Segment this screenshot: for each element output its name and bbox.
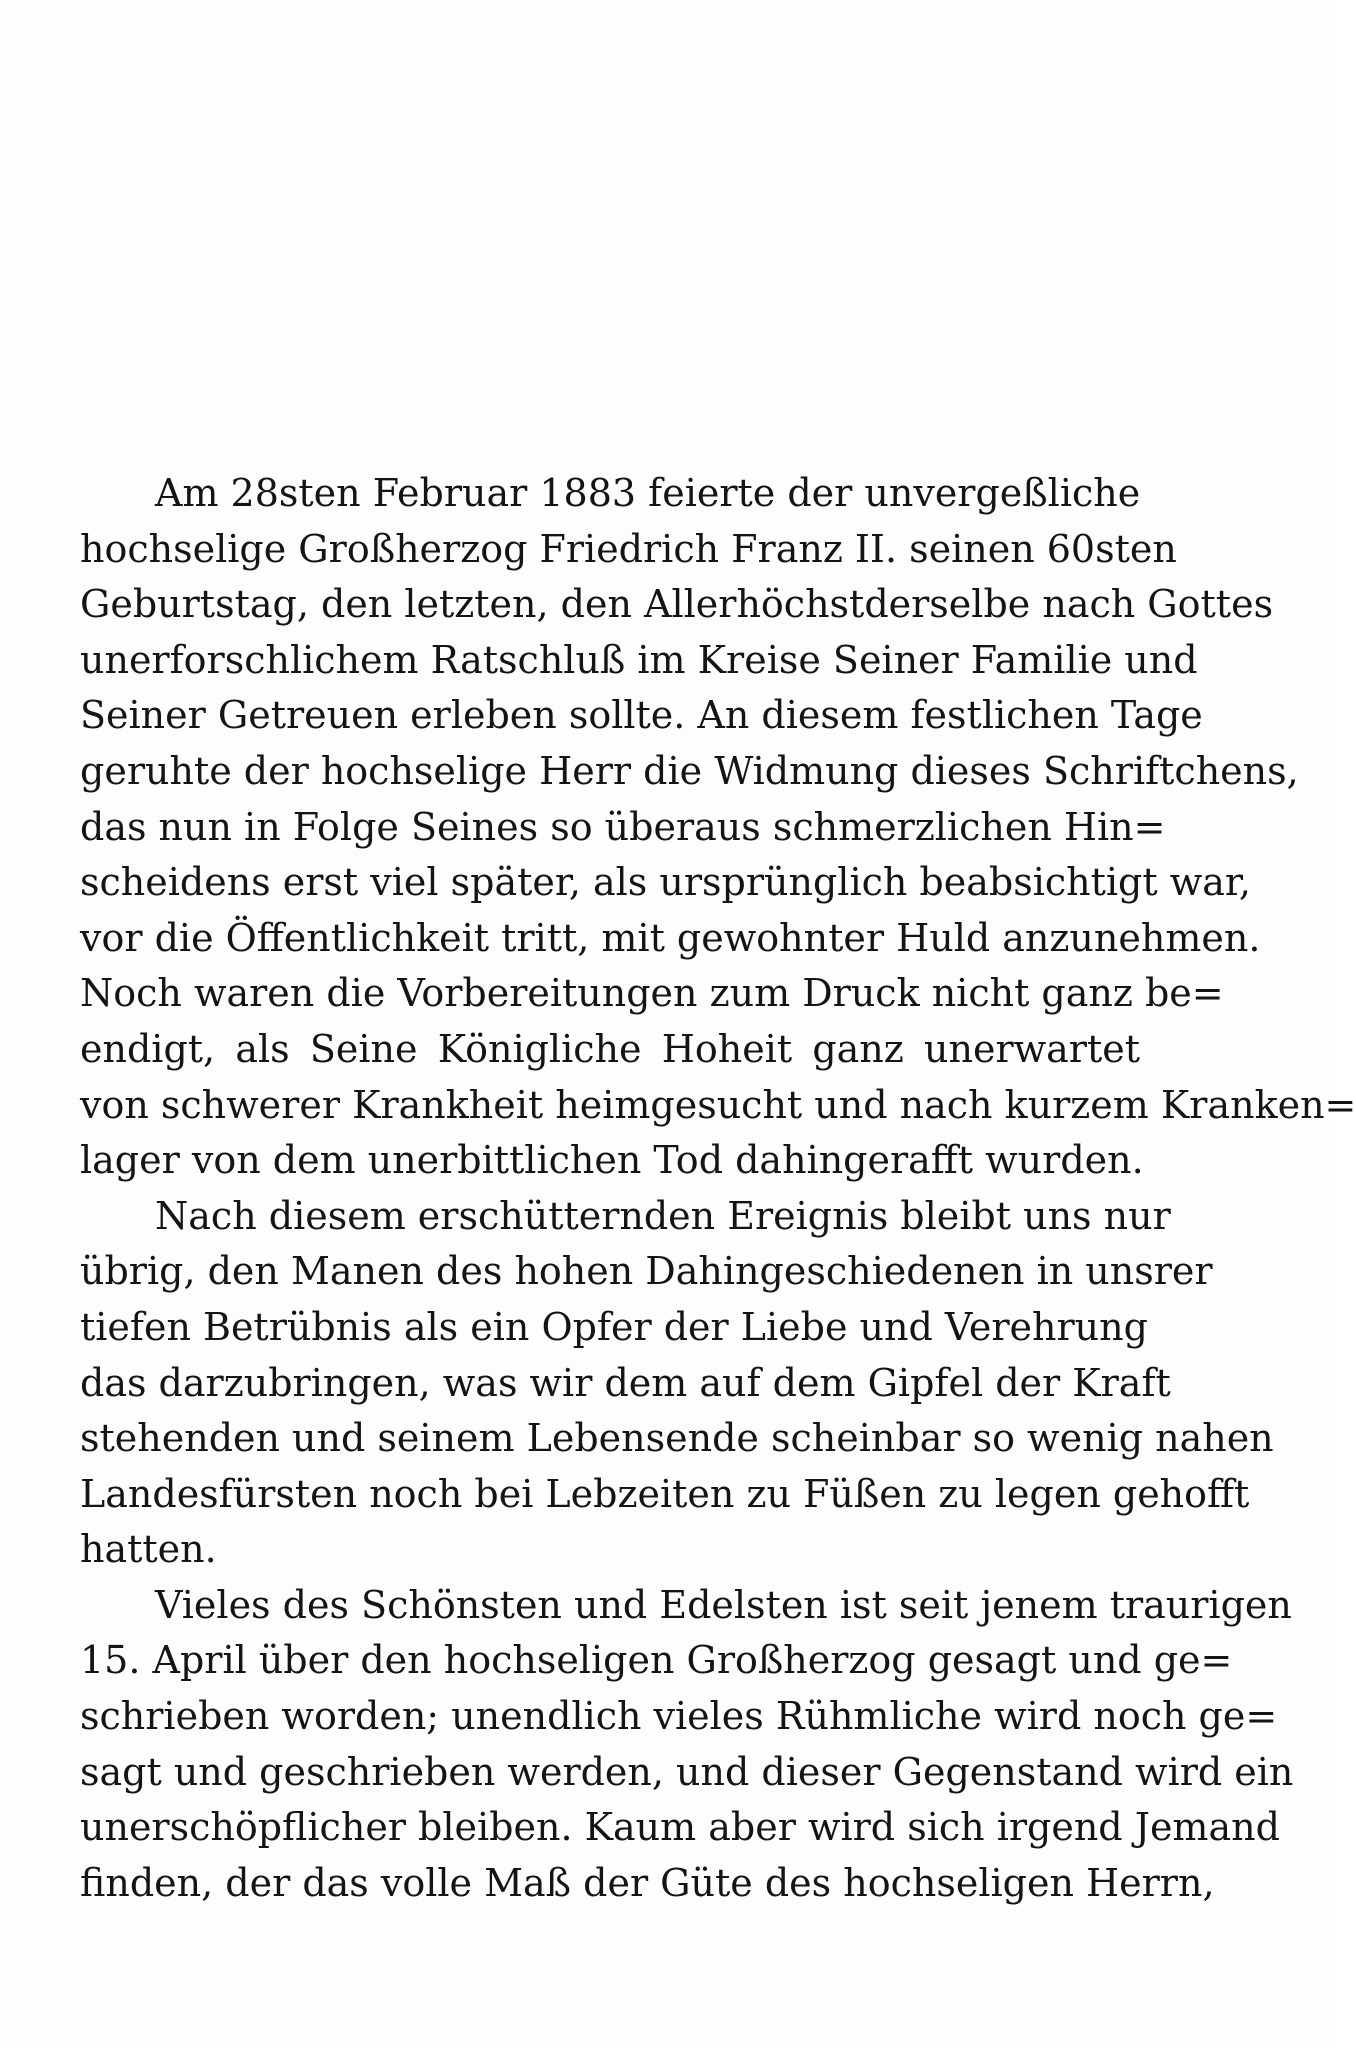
text-line: Am 28sten Februar 1883 feierte der unvergeßliche: [155, 471, 1141, 515]
text-line: hochselige Großherzog Friedrich Franz II. seinen 60sten: [80, 526, 1177, 571]
text-line: 15. April über den hochseligen Großherzog gesagt und ge=: [80, 1638, 1233, 1683]
text-line: unerschöpflicher bleiben. Kaum aber wird sich irgend Jemand: [80, 1805, 1280, 1850]
text-line: schrieben worden; unendlich vieles Rühmliche wird noch ge=: [80, 1694, 1278, 1739]
text-line: tiefen Betrübnis als ein Opfer der Liebe und Verehrung: [80, 1304, 1148, 1349]
text-line: vor die Öffentlichkeit tritt, mit gewohnter Huld anzunehmen.: [80, 915, 1261, 960]
text-line: unerforschlichem Ratschluß im Kreise Seiner Familie und: [80, 637, 1198, 682]
text-line: Nach diesem erschütternden Ereignis bleibt uns nur: [155, 1193, 1171, 1238]
text-line: von schwerer Krankheit heimgesucht und nach kurzem Kranken=: [80, 1082, 1356, 1127]
text-line: scheidens erst viel später, als ursprünglich beabsichtigt war,: [80, 860, 1251, 905]
text-line: übrig, den Manen des hohen Dahingeschiedenen in unsrer: [80, 1249, 1213, 1294]
text-line: Landesfürsten noch bei Lebzeiten zu Füßen zu legen gehofft: [80, 1471, 1250, 1516]
text-line: geruhte der hochselige Herr die Widmung dieses Schriftchens,: [80, 748, 1299, 793]
text-line: finden, der das volle Maß der Güte des hochseligen Herrn,: [80, 1860, 1215, 1905]
text-line: das darzubringen, was wir dem auf dem Gipfel der Kraft: [80, 1360, 1171, 1405]
text-line: das nun in Folge Seines so überaus schmerzlichen Hin=: [80, 804, 1166, 849]
text-line: endigt, als Seine Königliche Hoheit ganz unerwartet: [80, 1026, 1140, 1071]
text-line: Geburtstag, den letzten, den Allerhöchstderselbe nach Gottes: [80, 582, 1274, 627]
text-line: Seiner Getreuen erleben sollte. An diesem festlichen Tage: [80, 693, 1203, 738]
text-line: hatten.: [80, 1527, 217, 1572]
text-line: Noch waren die Vorbereitungen zum Druck nicht ganz be=: [80, 971, 1224, 1016]
text-line: sagt und geschrieben werden, und dieser Gegenstand wird ein: [80, 1749, 1294, 1794]
text-line: Vieles des Schönsten und Edelsten ist seit jenem traurigen: [155, 1582, 1292, 1627]
text-line: stehenden und seinem Lebensende scheinbar so wenig nahen: [80, 1416, 1274, 1461]
body-text: [80, 466, 1356, 1911]
text-line: lager von dem unerbittlichen Tod dahingerafft wurden.: [80, 1138, 1144, 1183]
